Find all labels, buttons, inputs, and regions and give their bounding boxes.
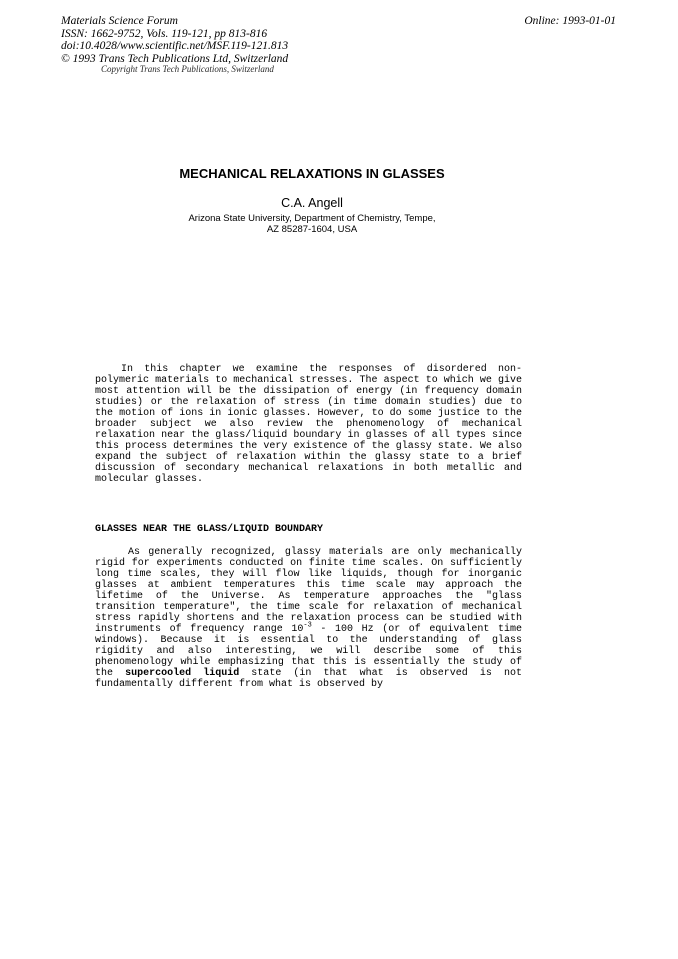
- para-text-b: - 100 Hz (or of equivalent time windows). Because it is essential to the understanding of glass rigidity and also interesting, we will describe some of this phenomenology while emphasizing that this is essentially the study of the: [95, 624, 522, 679]
- section-heading: GLASSES NEAR THE GLASS/LIQUID BOUNDARY: [95, 524, 324, 535]
- supercooled-liquid-term: supercooled liquid: [125, 668, 240, 679]
- online-date: Online: 1993-01-01: [524, 15, 616, 27]
- copyright-line: © 1993 Trans Tech Publications Ltd, Switzerland: [61, 52, 289, 65]
- doi-line: doi:10.4028/www.scientific.net/MSF.119-121.813: [61, 40, 289, 53]
- abstract-paragraph: In this chapter we examine the responses of disordered non-polymeric materials to mechanical stresses. The aspect to which we give most attention will be the dissipation of energy (in frequency domain studies) or the relaxation of stress (in time domain studies) due to the motion of ions in ionic glasses. However, to do some justice to the broader subject we also review the phenomenology of mechanical relaxation near the glass/liquid boundary in glasses of all types since this process determines the very existence of the glassy state. We also expand the subject of relaxation within the glassy state to a brief discussion of secondary mechanical relaxations in both metallic and molecular glasses.: [95, 364, 522, 485]
- body-paragraph: [95, 547, 522, 690]
- affiliation-line-1: Arizona State University, Department of Chemistry, Tempe,: [188, 213, 436, 224]
- frequency-exponent: -3: [303, 621, 312, 630]
- journal-name: Materials Science Forum: [61, 15, 178, 27]
- paper-title: MECHANICAL RELAXATIONS IN GLASSES: [179, 166, 445, 181]
- para-text-c: state (in that what is observed is not fundamentally different from what is observed by: [95, 668, 522, 690]
- paper-author: C.A. Angell: [281, 196, 343, 210]
- issn-line: ISSN: 1662-9752, Vols. 119-121, pp 813-816: [61, 27, 268, 40]
- copyright-watermark: Copyright Trans Tech Publications, Switzerland: [101, 64, 274, 75]
- para-text-a: As generally recognized, glassy materials are only mechanically rigid for experiments conducted on finite time scales. On sufficiently long time scales, they will flow like liquids, though for inorganic glasses at ambient temperatures this time scale may approach the lifetime of the Universe. As temperature approaches the "glass transition temperature", the time scale for relaxation of mechanical stress rapidly shortens and the relaxation process can be studied with instruments of frequency range 10: [95, 547, 522, 635]
- journal-header: [61, 15, 288, 74]
- affiliation-line-2: AZ 85287-1604, USA: [266, 224, 358, 235]
- author-affiliation: [0, 213, 624, 235]
